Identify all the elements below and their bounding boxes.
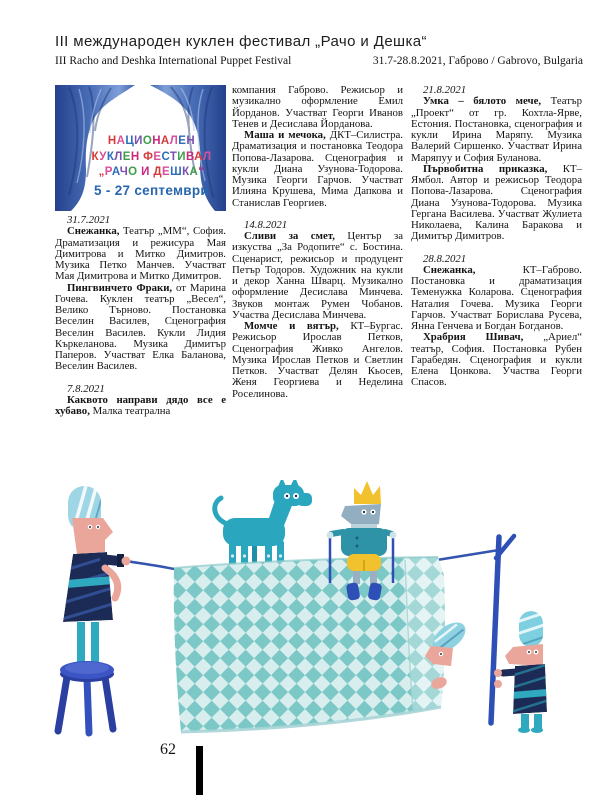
poster-line-3: „РАЧО И ДЕШКА“ [98,166,205,178]
poster-line-2: КУКЛЕН ФЕСТИВАЛ [91,150,212,163]
poster-line-1: НАЦИОНАЛЕН [107,135,196,147]
right-figure [494,611,549,733]
program-entry: Пингвинчето Фраки, от Марина Гочева. Куклен театър „Весел“, Велико Търново. Постановка Веселин Василев, Сценография Веселин Василев. Кукли Лидия Къркеланова. Музика Димитър Паперов. Участват Елка Баланова, Веселин Василев. [55,281,226,373]
poster-text [81,134,222,196]
festival-title-en: III Racho and Deshka International Puppet Festival [55,55,292,67]
print-registration-mark [196,746,203,795]
program-entry: Снежанка, Театър „ММ“, София. Драматизация и режисура Мая Димитрова и Митко Димитров. Музика Петко Манчев. Участват Мая Димитрова и Митко Димитров. [55,225,226,283]
page-number: 62 [160,741,176,758]
program-date: 21.8.2021 [423,84,467,96]
program-entry-continued: компания Габрово. Режисьор и музикално оформление Емил Йорданов. Участват Георги Иванов Тенев и Десислава Йорданова. [232,84,403,130]
text-column-3 [411,85,582,389]
text-column-1 [55,85,226,417]
page-header [55,33,583,67]
program-entry: Маша и мечока, ДКТ–Силистра. Драматизация и постановка Теодора Попова-Лазарова. Сценография и кукли Диана Узунова-Тодорова. Музика Георги Гарчов. Участват Илияна Крушева, Мима Дапкова и Станислав Георгиев. [232,129,403,209]
program-entry: Умка – бялото мече, Театър „Проект“ от гр. Кохтла-Ярве, Естония. Постановка, сценография и кукли Ирина Маряпу. Музика Валерий Сиршенко. Участват Ирина Маряпуу и София Буланова. [411,95,582,164]
program-entry: Храбрия Шивач, „Ариел“ театър, София. Постановка Рубен Гарабедян. Сценография и кукли Елена Цонкова. Участва Георги Спасов. [411,331,583,389]
checkered-blanket [174,557,445,732]
festival-title-bg: III международен куклен фестивал „Рачо и Дешка“ [55,33,427,50]
crown-icon [354,481,381,504]
program-entry: Сливи за смет, Център за изкуства „За Родопите“ с. Бостина. Сценарист, режисьор и продуцент Петър Тодоров. Художник на кукли и декор Ханна Шварц. Музикално оформление Десислава Минчева. Звуков монтаж Румен Чобанов. Участва Десислава Минчева. [232,230,403,321]
program-date: 14.8.2021 [244,218,288,231]
program-entry: Каквото направи дядо все е хубаво, Малка театрална [55,393,226,417]
stool [58,661,114,733]
program-date: 7.8.2021 [67,382,105,395]
festival-poster [55,85,226,211]
forked-stick [491,536,514,723]
program-date: 28.8.2021 [423,252,467,265]
program-date: 31.7.2021 [67,214,111,226]
poster-dates: 5 - 27 септември [93,182,209,198]
festival-dates-location: 31.7-28.8.2021, Габрово / Gabrovo, Bulgaria [372,55,583,67]
program-entry: Снежанка, КТ–Габрово. Постановка и драматизация Теменужка Коларова. Сценография Наталия Гочева. Музика Георги Гарчов. Участват Борислава Русева, Янна Генчева и Богдан Богданов. [411,263,582,332]
clothesline-rope-left [126,561,174,569]
text-column-2 [232,85,403,400]
left-figure [58,482,131,733]
clothesline-rope-right [437,550,499,560]
program-entry: Първобитна приказка, КТ–Ямбол. Автор и режисьор Теодора Попова-Лазарова. Сценография Диана Узунова-Тодорова. Музика Гергана Василева. Участват Жулиета Николаева, Калина Баракова и Димитър Димитров. [411,162,582,243]
puppets-illustration [25,480,580,770]
program-entry: Момче и вятър, КТ–Бургас. Режисьор Ирослав Петков, Сценография Живко Ангелов. Музика Ирослав Петков и Светлин Петков. Участват Делян Кьосев, Женя Георгиева и Неделина Роселинова. [232,320,403,400]
